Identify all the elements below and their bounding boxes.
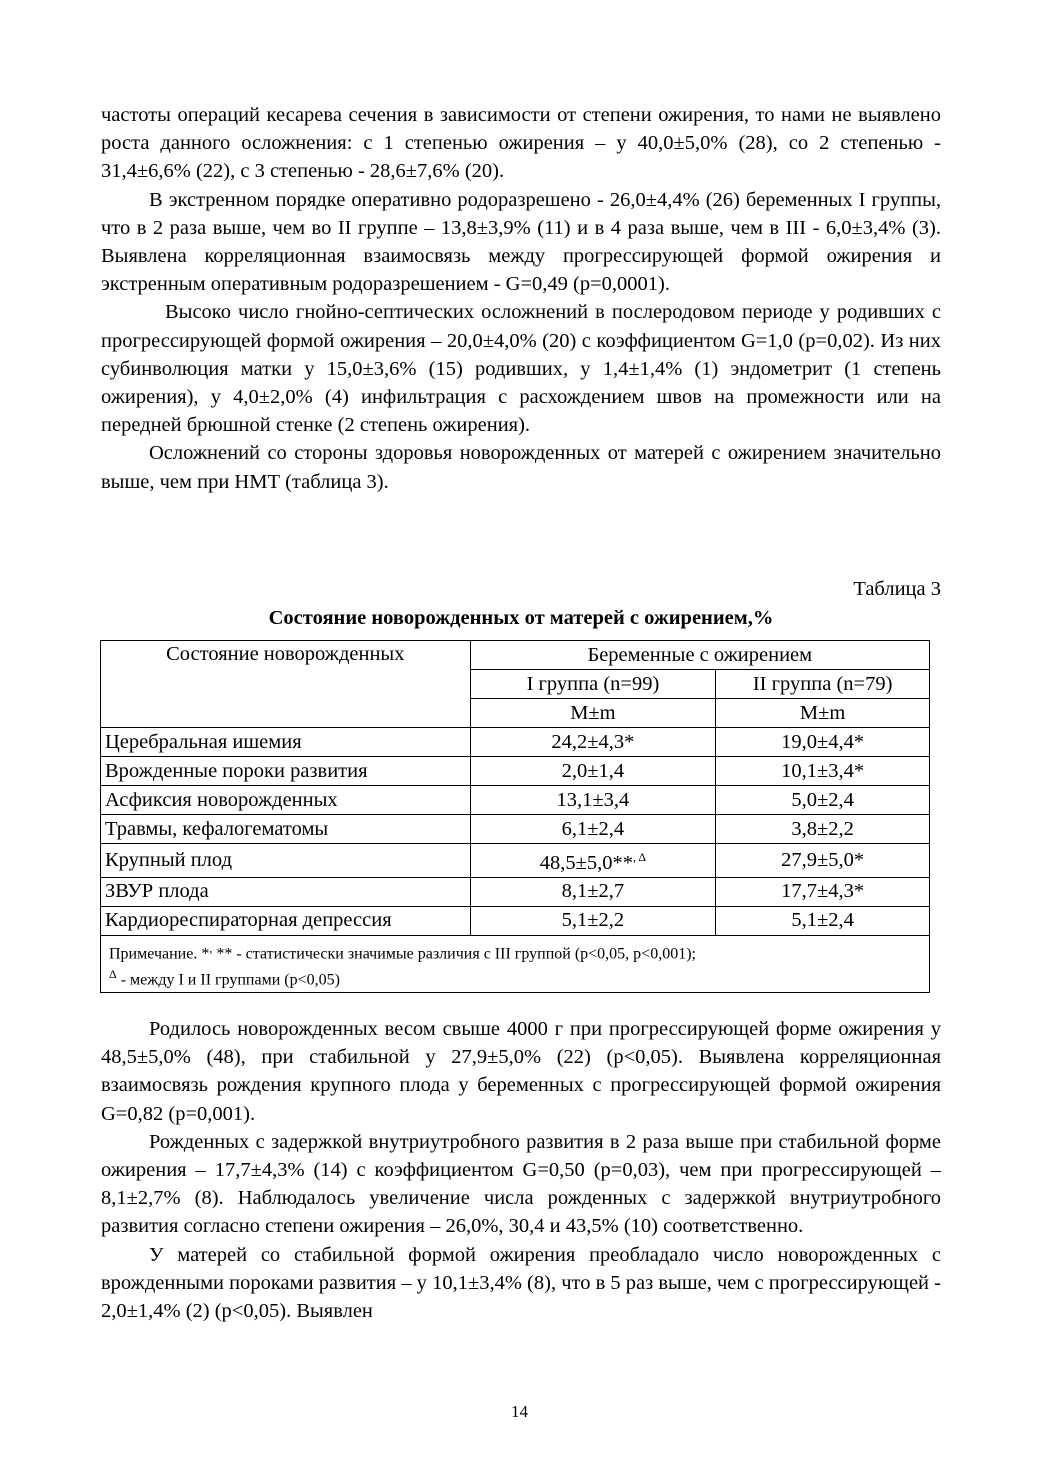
row-name: Кардиореспираторная депрессия: [101, 906, 471, 935]
paragraph: Высоко число гнойно-септических осложнений в послеродовом периоде у родивших с прогрессирующей формой ожирения – 20,0±4,0% (20) с коэффициентом G=1,0 (p=0,02). Из них субинволюция матки у 15,0±3,6% (15) родивших, у 1,4±1,4% (1) эндометрит (1 степень ожирения), у 4,0±2,0% (4) инфильтрация с расхождением швов на промежности или на передней брюшной стенке (2 степень ожирения).: [101, 301, 941, 437]
header-metric: M±m: [470, 699, 716, 728]
row-name: Врожденные пороки развития: [101, 757, 471, 786]
cell-superscript: , Δ: [633, 850, 647, 864]
cell-group1: 5,1±2,2: [470, 906, 716, 935]
table-row: [101, 815, 930, 844]
row-name: Крупный плод: [101, 844, 471, 878]
paragraph: Рожденных с задержкой внутриутробного развития в 2 раза выше при стабильной форме ожирения – 17,7±4,3% (14) с коэффициентом G=0,50 (p=0,03), чем при прогрессирующей – 8,1±2,7% (8). Наблюдалось увеличение числа рожденных с задержкой внутриутробного развития согласно степени ожирения – 26,0%, 30,4 и 43,5% (10) соответственно.: [101, 1130, 941, 1238]
header-group2: II группа (n=79): [716, 670, 930, 699]
note-text: Примечание. *: [109, 945, 210, 963]
note-superscript: ,: [209, 940, 213, 955]
table-title: Состояние новорожденных от матерей с ожирением,%: [268, 607, 774, 629]
cell-group1: 8,1±2,7: [470, 877, 716, 906]
table-note: [101, 935, 930, 993]
cell-group2: 5,0±2,4: [716, 786, 930, 815]
paragraph: частоты операций кесарева сечения в зависимости от степени ожирения, то нами не выявлено роста данного осложнения: с 1 степенью ожирения – у 40,0±5,0% (28), со 2 степенью - 31,4±6,6% (22), с 3 степенью - 28,6±7,6% (20).: [101, 104, 941, 183]
table-row: [101, 844, 930, 878]
body-text-top: [101, 101, 941, 496]
header-group1: I группа (n=99): [470, 670, 716, 699]
table-label: Таблица 3: [853, 578, 941, 600]
table-row: [101, 757, 930, 786]
table-row: [101, 728, 930, 757]
cell-group2: 27,9±5,0*: [716, 844, 930, 878]
table-row: [101, 877, 930, 906]
note-text: ** - статистически значимые различия с III группой (p<0,05, p<0,001);: [212, 945, 696, 963]
note-line: [109, 964, 923, 990]
paragraph: Родилось новорожденных весом свыше 4000 г при прогрессирующей форме ожирения у 48,5±5,0% (48), при стабильной у 27,9±5,0% (22) (p<0,05). Выявлена корреляционная взаимосвязь рождения крупного плода у беременных с прогрессирующей формой ожирения G=0,82 (p=0,001).: [101, 1018, 941, 1125]
note-line: [109, 938, 923, 964]
cell-group1: [470, 844, 716, 878]
body-text-bottom: [101, 1015, 941, 1325]
header-group: Беременные с ожирением: [470, 641, 929, 670]
cell-group2: 3,8±2,2: [716, 815, 930, 844]
page-number: 14: [511, 1402, 528, 1421]
cell-group2: 17,7±4,3*: [716, 877, 930, 906]
table-header-row: [101, 641, 930, 670]
row-name: Церебральная ишемия: [101, 728, 471, 757]
note-text: - между I и II группами (p<0,05): [116, 971, 340, 989]
paragraph: У матерей со стабильной формой ожирения преобладало число новорожденных с врожденными пороками развития – у 10,1±3,4% (8), что в 5 раз выше, чем с прогрессирующей - 2,0±1,4% (2) (p<0,05). Выявлен: [101, 1243, 941, 1323]
header-metric: M±m: [716, 699, 930, 728]
cell-group2: 5,1±2,4: [716, 906, 930, 935]
cell-value: 48,5±5,0**: [539, 851, 634, 874]
cell-group1: 24,2±4,3*: [470, 728, 716, 757]
table-row: [101, 906, 930, 935]
cell-group1: 2,0±1,4: [470, 757, 716, 786]
row-name: ЗВУР плода: [101, 877, 471, 906]
cell-group1: 13,1±3,4: [470, 786, 716, 815]
table-row: [101, 786, 930, 815]
cell-group2: 19,0±4,4*: [716, 728, 930, 757]
cell-group1: 6,1±2,4: [470, 815, 716, 844]
paragraph: Осложнений со стороны здоровья новорожденных от матерей с ожирением значительно выше, чем при НМТ (таблица 3).: [101, 442, 941, 493]
header-condition: Состояние новорожденных: [101, 641, 471, 728]
note-superscript: Δ: [109, 967, 117, 982]
row-name: Травмы, кефалогематомы: [101, 815, 471, 844]
paragraph: В экстренном порядке оперативно родоразрешено - 26,0±4,4% (26) беременных I группы, что в 2 раза выше, чем во II группе – 13,8±3,9% (11) и в 4 раза выше, чем в III - 6,0±3,4% (3). Выявлена корреляционная взаимосвязь между прогрессирующей формой ожирения и экстренным оперативным родоразрешением - G=0,49 (p=0,0001).: [101, 188, 941, 296]
newborn-status-table: [100, 640, 930, 993]
cell-group2: 10,1±3,4*: [716, 757, 930, 786]
row-name: Асфиксия новорожденных: [101, 786, 471, 815]
table-note-row: [101, 935, 930, 993]
